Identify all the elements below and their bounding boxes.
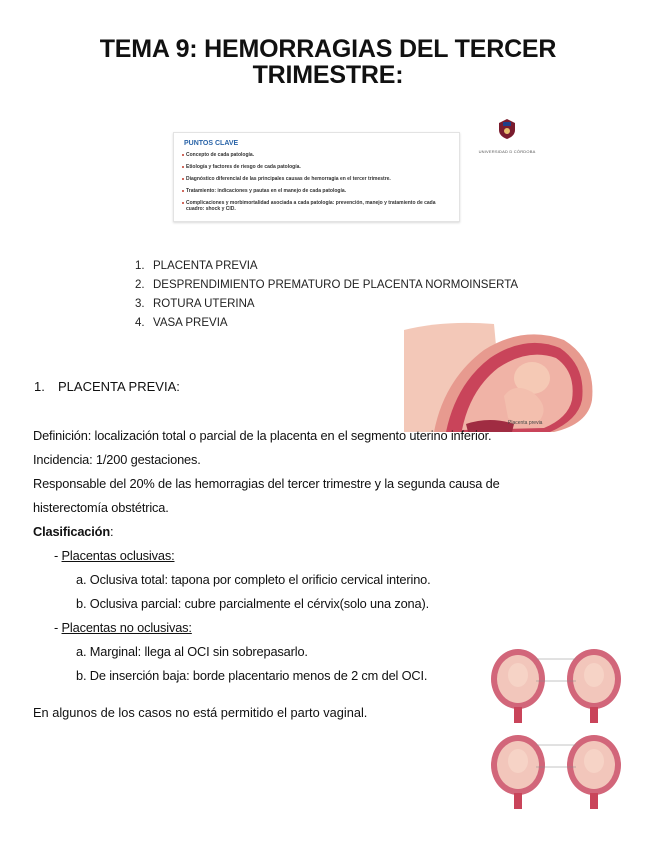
section-number: 1. [34, 379, 45, 394]
topic-item: 2. DESPRENDIMIENTO PREMATURO DE PLACENTA NORMOINSERTA [135, 279, 519, 291]
key-points-box [173, 132, 460, 222]
occlusive-a: a. Oclusiva total: tapona por completo el orificio cervical interino. [76, 572, 431, 587]
definition-text: Definición: localización total o parcial de la placenta en el segmento uterino inferior. [33, 428, 492, 443]
university-logo [474, 118, 540, 154]
key-point-item: Diagnóstico diferencial de las principales causas de hemorragia en el tercer trimestre. [186, 176, 449, 182]
responsible-text-1: Responsable del 20% de las hemorragias del tercer trimestre y la segunda causa de [33, 476, 500, 491]
topic-item: 1. PLACENTA PREVIA [135, 260, 258, 272]
occlusive-b: b. Oclusiva parcial: cubre parcialmente el cérvix(solo una zona). [76, 596, 429, 611]
university-name: UNIVERSIDAD D CÓRDOBA [478, 149, 536, 154]
figure-caption: Placenta previa [508, 420, 543, 426]
section-title: PLACENTA PREVIA: [58, 379, 180, 394]
page-title [0, 36, 656, 88]
key-points-heading: PUNTOS CLAVE [184, 140, 239, 147]
responsible-text-2: histerectomía obstétrica. [33, 500, 169, 515]
key-point-item: Complicaciones y morbimortalidad asociada a cada patología: prevención, manejo y tratamiento de cada cuadro: shock y CID. [186, 200, 449, 212]
key-points-list [174, 152, 459, 212]
topic-item: 3. ROTURA UTERINA [135, 298, 255, 310]
non-occlusive-heading: - Placentas no oclusivas: [54, 620, 192, 635]
incidence-text: Incidencia: 1/200 gestaciones. [33, 452, 201, 467]
occlusive-heading: - Placentas oclusivas: [54, 548, 175, 563]
title-line-2: TRIMESTRE: [252, 61, 404, 89]
university-crest-icon [497, 118, 517, 140]
title-line-1: TEMA 9: HEMORRAGIAS DEL TERCER [99, 35, 557, 63]
classification-heading: Clasificación: [33, 524, 114, 539]
vaginal-delivery-note: En algunos de los casos no está permitido el parto vaginal. [33, 705, 368, 720]
placenta-types-illustration [478, 637, 634, 814]
placenta-previa-illustration [404, 320, 596, 432]
key-point-item: Tratamiento: indicaciones y pautas en el manejo de cada patología. [186, 188, 449, 194]
key-point-item: Concepto de cada patología. [186, 152, 449, 158]
topic-item: 4. VASA PREVIA [135, 317, 228, 329]
non-occlusive-b: b. De inserción baja: borde placentario menos de 2 cm del OCI. [76, 668, 428, 683]
section-heading [34, 379, 180, 394]
non-occlusive-a: a. Marginal: llega al OCI sin sobrepasarlo. [76, 644, 308, 659]
key-point-item: Etiología y factores de riesgo de cada patología. [186, 164, 449, 170]
